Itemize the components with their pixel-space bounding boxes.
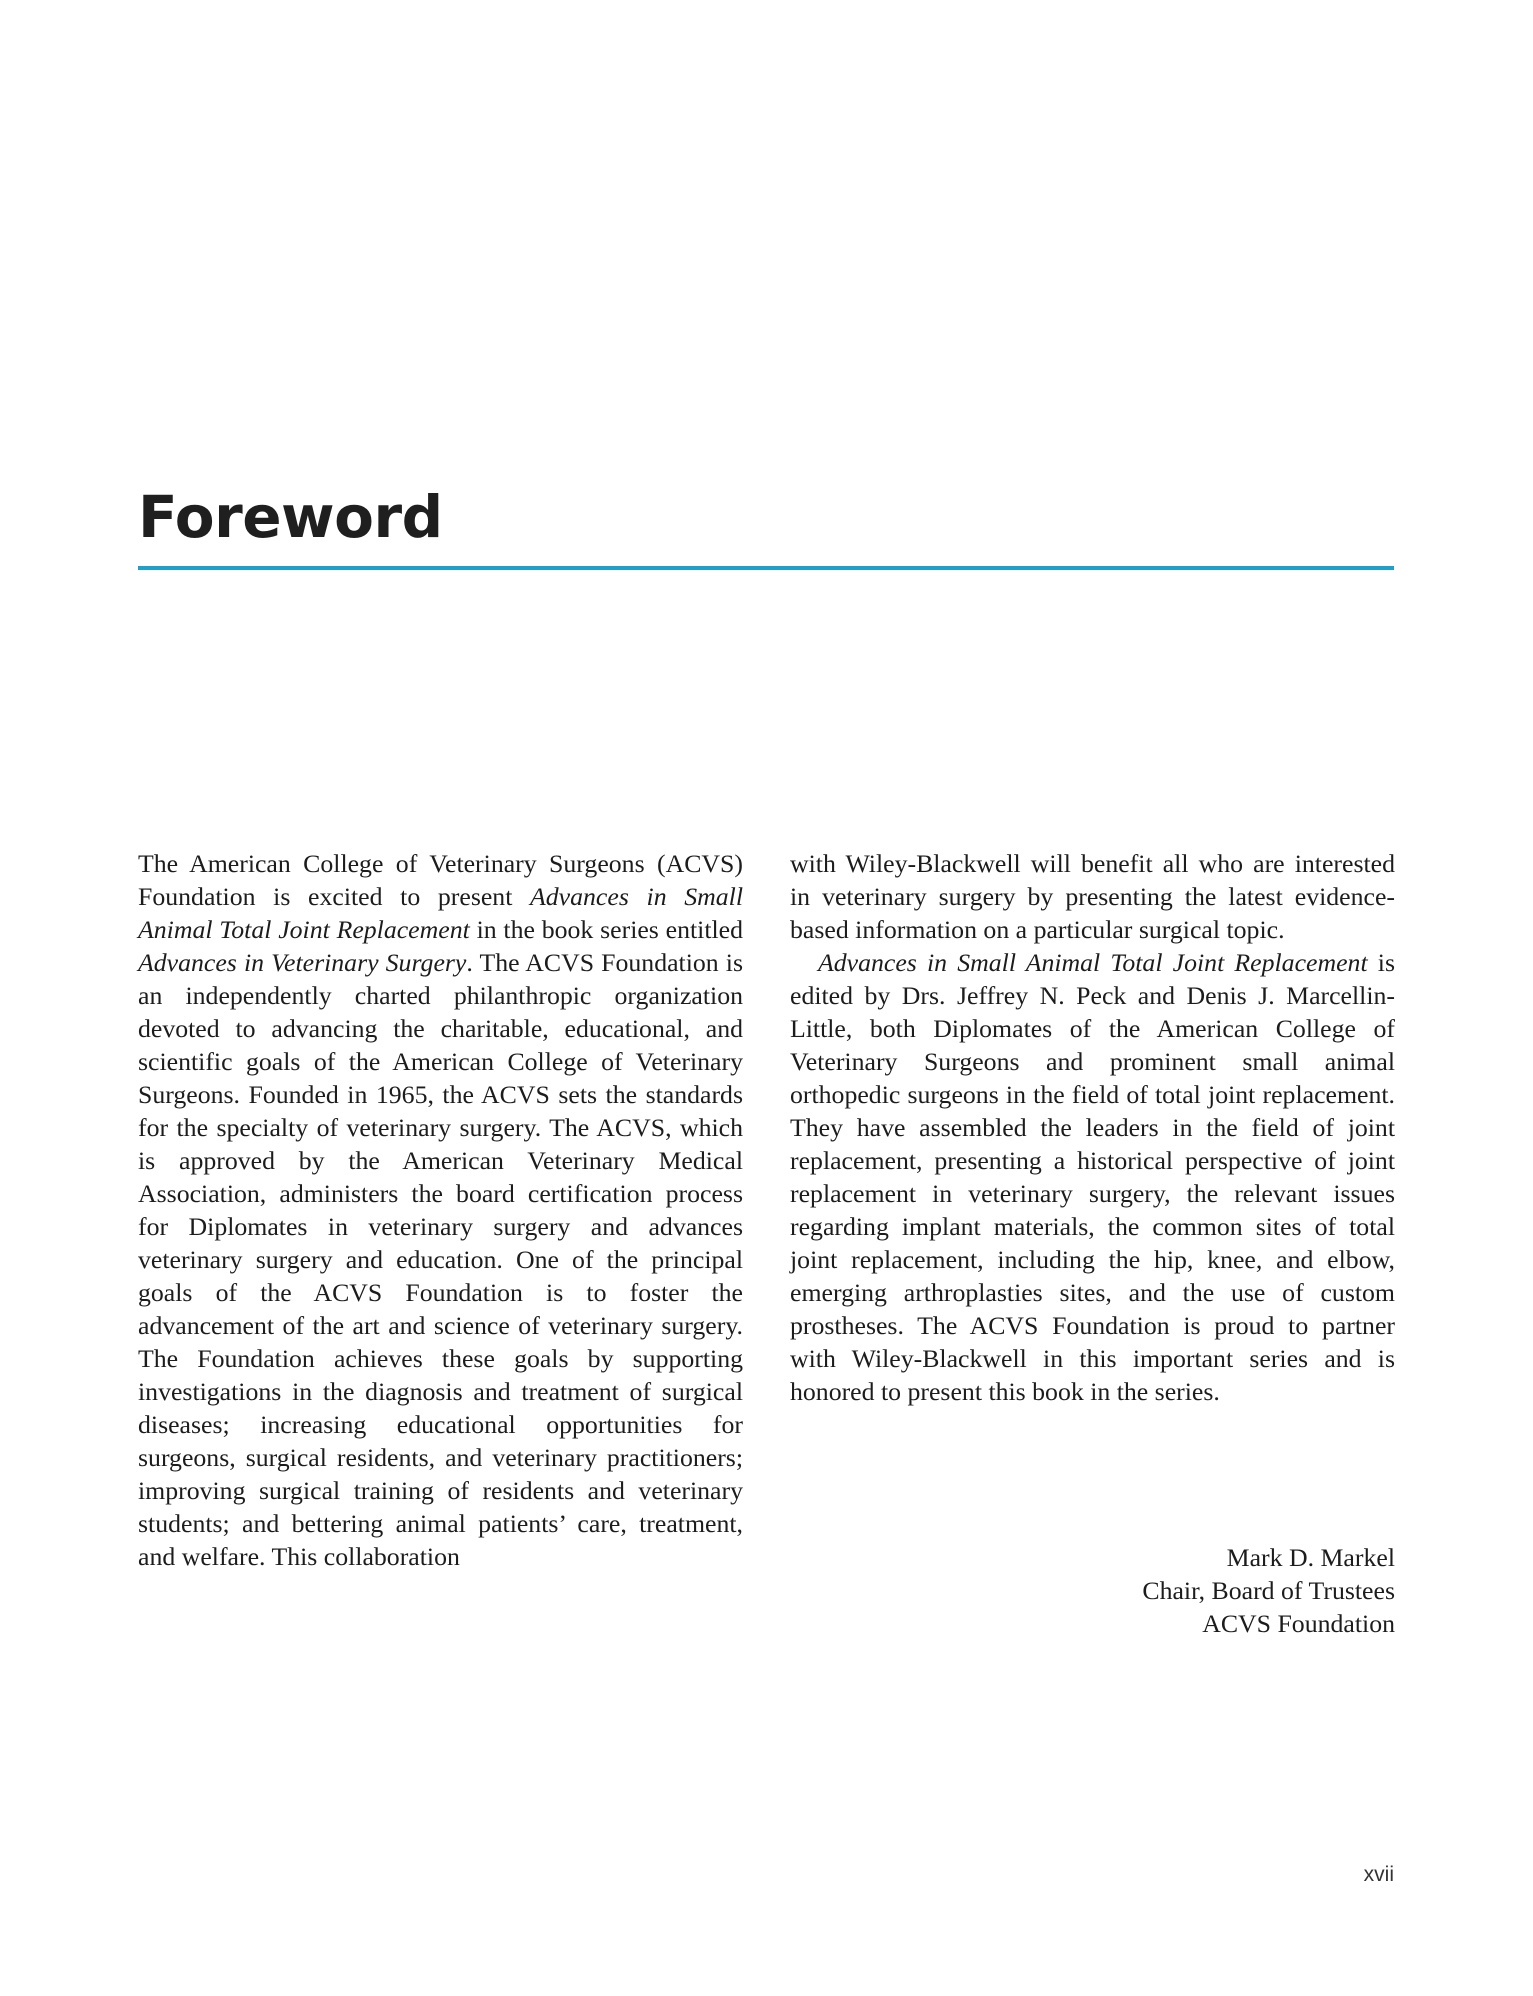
text-run: The American College of Veterinary Surgeons (ACVS) Foundation is excited to present bbox=[138, 849, 743, 911]
text-run: in the book series entitled bbox=[469, 915, 743, 944]
book-title-italic: Advances in Small Animal Total Joint Replacement bbox=[138, 882, 744, 944]
signature-role: Chair, Board of Trustees bbox=[1142, 1576, 1395, 1605]
text-column-left bbox=[138, 847, 743, 1573]
paragraph: with Wiley-Blackwell will benefit all who are interested in veterinary surgery by presenting the latest evidence-based information on a particular surgical topic. bbox=[790, 849, 1395, 944]
text-run: is edited by Drs. Jeffrey N. Peck and Denis J. Marcellin-Little, both Diplomates of the American College of Veterinary Surgeons and prominent small animal orthopedic surgeons in the field of total joint replacement. They have assembled the leaders in the field of joint replacement, presenting a historical perspective of joint replacement in veterinary surgery, the relevant issues regarding implant materials, the common sites of total joint replacement, including the hip, knee, and elbow, emerging arthroplasties sites, and the use of custom prostheses. The ACVS Foundation is proud to partner with Wiley-Blackwell in this important series and is honored to present this book in the series. bbox=[790, 948, 1395, 1406]
page-title: Foreword bbox=[138, 483, 443, 551]
paragraph bbox=[790, 946, 1395, 1408]
text-run: . The ACVS Foundation is an independently charted philanthropic organization devoted to advancing the charitable, educational, and scientific goals of the American College of Veterinary Surgeons. Founded in 1965, the ACVS sets the standards for the specialty of veterinary surgery. The ACVS, which is approved by the American Veterinary Medical Association, administers the board certification process for Diplomates in veterinary surgery and advances veterinary surgery and education. One of the principal goals of the ACVS Foundation is to foster the advancement of the art and science of veterinary surgery. The Foundation achieves these goals by supporting investigations in the diagnosis and treatment of surgical diseases; increasing educational opportunities for surgeons, surgical residents, and veterinary practitioners; improving surgical training of residents and veterinary students; and bettering animal patients’ care, treatment, and welfare. This collaboration bbox=[138, 948, 743, 1571]
title-rule bbox=[138, 566, 1394, 570]
signature-org: ACVS Foundation bbox=[1202, 1609, 1395, 1638]
paragraph bbox=[138, 847, 743, 1573]
signature-block bbox=[790, 1541, 1395, 1640]
text-column-right bbox=[790, 847, 1395, 1408]
page-number: xvii bbox=[1363, 1863, 1394, 1886]
series-title-italic: Advances in Veterinary Surgery bbox=[138, 948, 467, 977]
book-title-italic: Advances in Small Animal Total Joint Replacement bbox=[818, 948, 1368, 977]
signature-name: Mark D. Markel bbox=[1226, 1543, 1395, 1572]
